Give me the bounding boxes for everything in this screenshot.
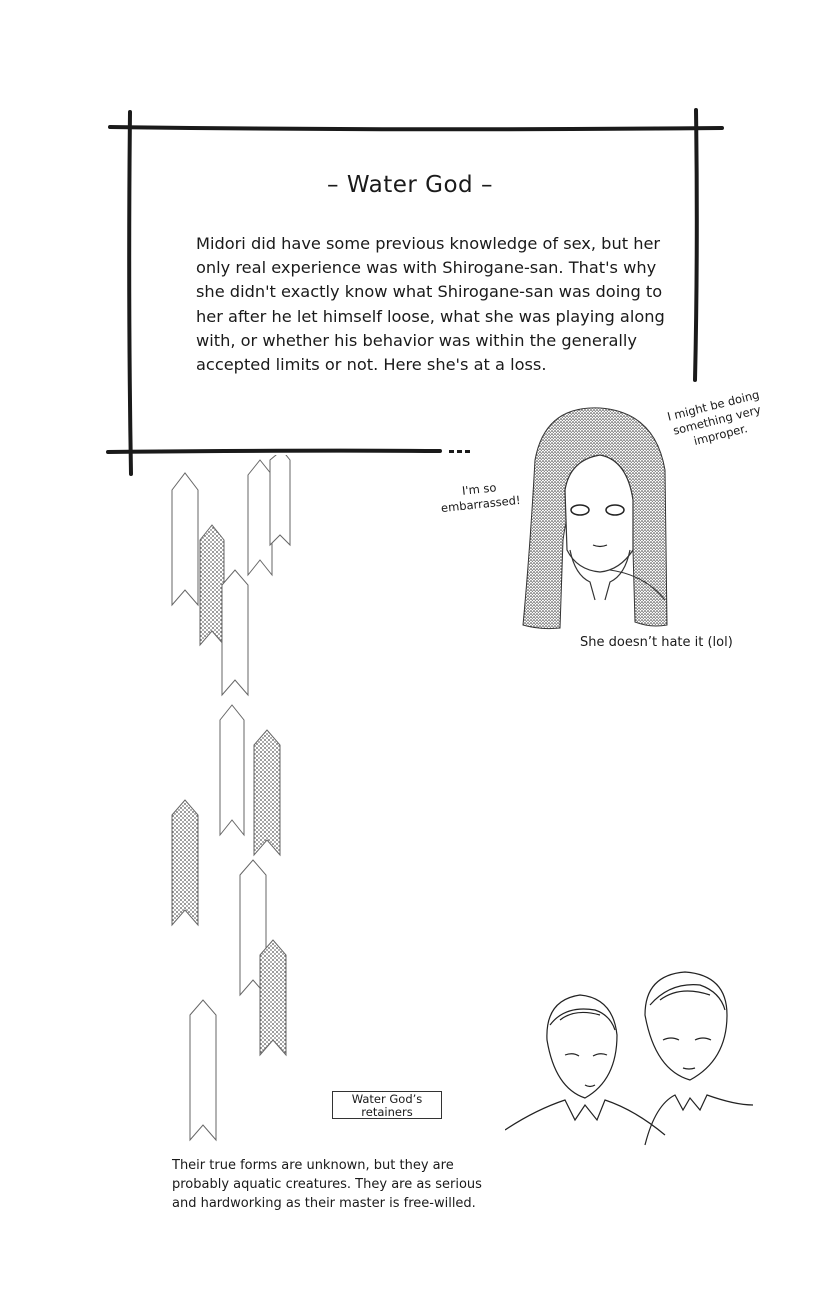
arrow-feather-decoration xyxy=(160,455,310,1145)
description-paragraph: Midori did have some previous knowledge of sex, but her only real experience was with Shirogane-san. That's why she didn't exactly know what Shirogane-san was doing to her after he let himself loose, what she was playing along with, or whether his behavior was within the generally accepted limits or not. Here she's at a loss. xyxy=(196,234,665,375)
note-improper: I might be doing something very improper. xyxy=(665,387,763,448)
retainers-drawing xyxy=(505,970,755,1150)
retainers-label: Water God’s retainers xyxy=(332,1091,442,1119)
page-title: – Water God – xyxy=(327,172,493,198)
retainers-description: Their true forms are unknown, but they are probably aquatic creatures. They are as serious and hardworking as their master is free-willed. xyxy=(172,1158,482,1211)
midori-drawing xyxy=(515,400,675,635)
note-embarrassed: I'm so embarrassed! xyxy=(440,480,522,516)
note-hate: She doesn’t hate it (lol) xyxy=(580,635,733,650)
